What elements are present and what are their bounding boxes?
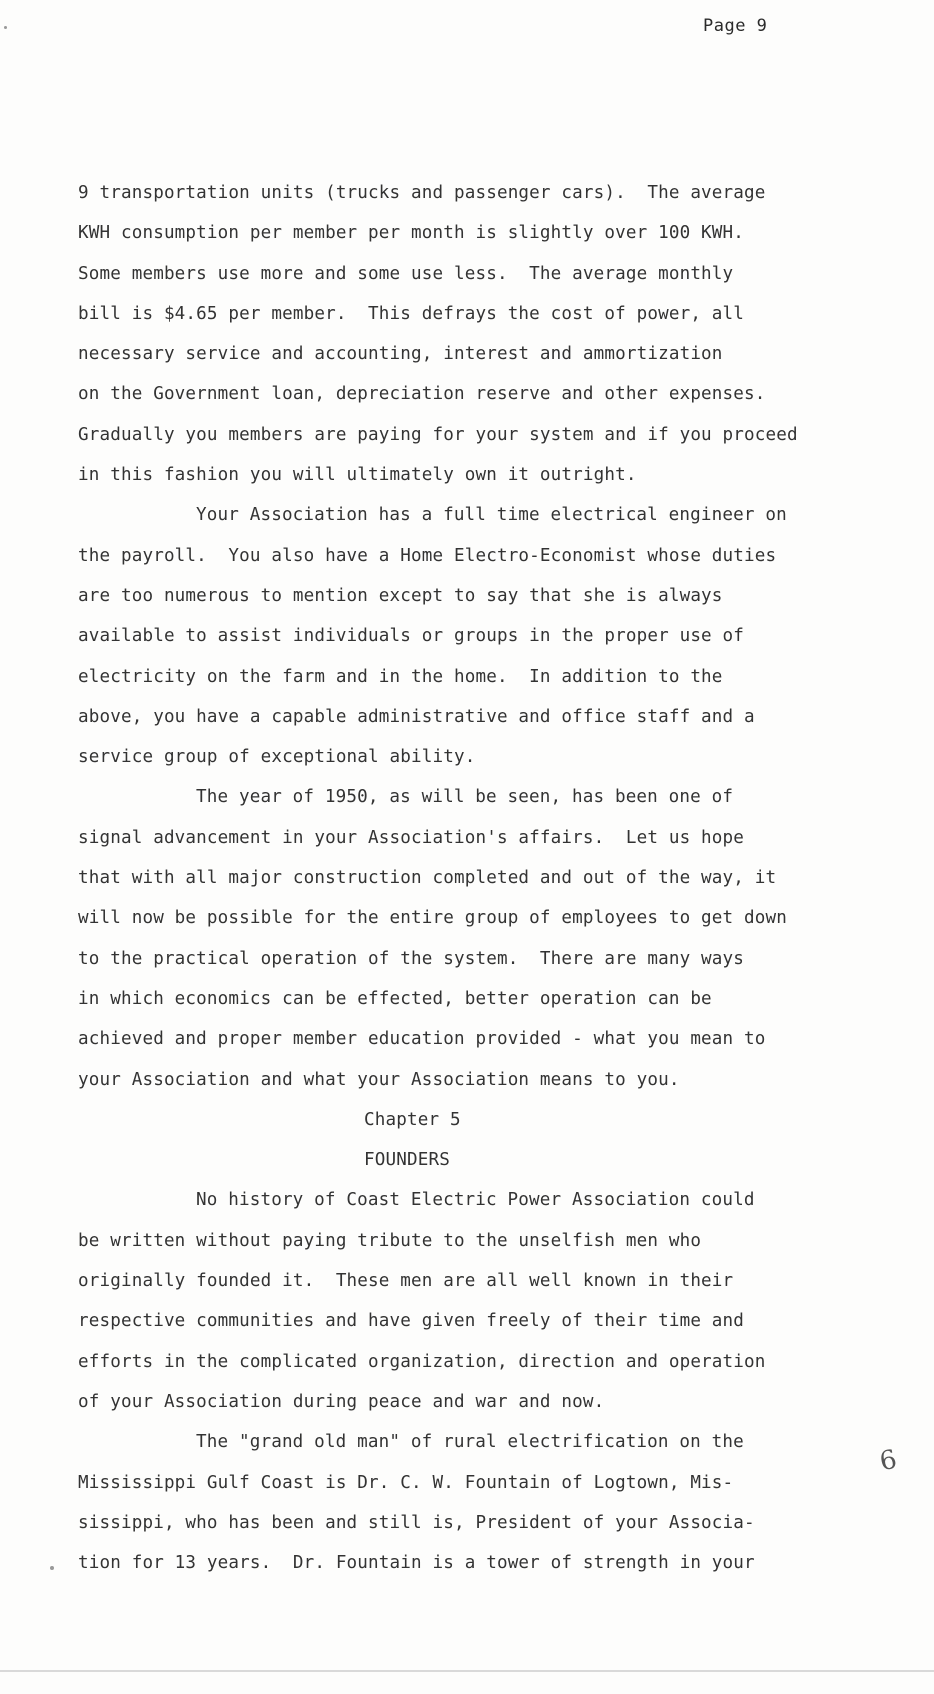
text-line: are too numerous to mention except to say that she is always bbox=[78, 585, 723, 606]
text-line: to the practical operation of the system. There are many ways bbox=[78, 948, 745, 969]
text-line: 9 transportation units (trucks and passenger cars). The average bbox=[78, 183, 766, 203]
text-line: originally founded it. These men are all well known in their bbox=[78, 1271, 734, 1292]
scan-speck bbox=[4, 26, 7, 29]
text-line: efforts in the complicated organization, direction and operation bbox=[78, 1351, 766, 1372]
text-line: your Association and what your Association means to you. bbox=[78, 1069, 680, 1090]
text-line: will now be possible for the entire group of employees to get down bbox=[78, 908, 787, 929]
text-line: respective communities and have given freely of their time and bbox=[78, 1311, 745, 1332]
chapter-heading-line: FOUNDERS bbox=[364, 1150, 450, 1171]
text-line: The year of 1950, as will be seen, has been one of bbox=[196, 787, 734, 808]
text-line: Mississippi Gulf Coast is Dr. C. W. Fountain of Logtown, Mis- bbox=[78, 1472, 734, 1493]
text-line: No history of Coast Electric Power Association could bbox=[196, 1190, 755, 1211]
text-line: necessary service and accounting, interest and ammortization bbox=[78, 344, 723, 365]
chapter-heading-line: Chapter 5 bbox=[364, 1109, 461, 1130]
text-line: service group of exceptional ability. bbox=[78, 747, 476, 768]
text-line: in which economics can be effected, better operation can be bbox=[78, 988, 712, 1009]
text-line: of your Association during peace and war and now. bbox=[78, 1391, 605, 1412]
text-line: available to assist individuals or groups in the proper use of bbox=[78, 626, 745, 647]
page-bottom-edge bbox=[0, 1670, 934, 1672]
text-line: electricity on the farm and in the home. In addition to the bbox=[78, 666, 723, 687]
text-line: Some members use more and some use less. The average monthly bbox=[78, 263, 734, 284]
text-line: be written without paying tribute to the unselfish men who bbox=[78, 1230, 702, 1251]
text-line: that with all major construction completed and out of the way, it bbox=[78, 868, 777, 889]
text-line: tion for 13 years. Dr. Fountain is a tower of strength in your bbox=[78, 1553, 755, 1574]
text-line: in this fashion you will ultimately own it outright. bbox=[78, 465, 637, 486]
text-line: above, you have a capable administrative and office staff and a bbox=[78, 706, 755, 727]
text-line: achieved and proper member education provided - what you mean to bbox=[78, 1029, 766, 1050]
text-line: Gradually you members are paying for your system and if you proceed bbox=[78, 424, 798, 445]
handwritten-margin-mark: 6 bbox=[877, 1444, 900, 1478]
text-line: Your Association has a full time electrical engineer on bbox=[196, 505, 787, 526]
page-number: Page 9 bbox=[703, 16, 768, 36]
text-line: on the Government loan, depreciation reserve and other expenses. bbox=[78, 384, 766, 405]
body-text bbox=[78, 173, 908, 1583]
text-line: bill is $4.65 per member. This defrays the cost of power, all bbox=[78, 303, 745, 324]
text-line: the payroll. You also have a Home Electro-Economist whose duties bbox=[78, 545, 777, 566]
text-line: sissippi, who has been and still is, President of your Associa- bbox=[78, 1512, 755, 1533]
text-line: KWH consumption per member per month is slightly over 100 KWH. bbox=[78, 223, 745, 244]
text-line: signal advancement in your Association's affairs. Let us hope bbox=[78, 827, 745, 848]
text-line: The "grand old man" of rural electrification on the bbox=[196, 1432, 744, 1453]
scan-speck bbox=[50, 1566, 54, 1570]
